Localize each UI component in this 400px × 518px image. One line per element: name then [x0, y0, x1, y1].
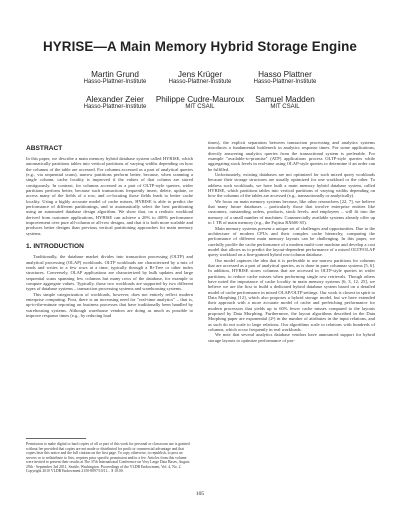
author-name: Hasso Plattner: [258, 70, 312, 79]
author-affiliation: MIT CSAIL: [270, 104, 300, 110]
author-name: Jens Krüger: [177, 70, 223, 79]
body-paragraph: We note that several analytics database vendors have announced support for hybrid storage layouts to optimize performance of par-: [208, 332, 375, 343]
author-6: [225, 95, 345, 111]
page-number: 105: [195, 491, 205, 497]
body-paragraph: Our model captures the idea that it is preferable to use narrow partitions for columns that are accessed as a part of analytical queries, as is done in pure columnar systems [5, 6]. In addition, HYRISE stores columns that are accessed in OLTP-style queries in wider partitions, to reduce cache misses when performing single row retrievals. Though others have noted the importance of cache locality in main memory systems [6, 3, 12, 25], we believe we are the first to build a dedicated hybrid database system based on a detailed model of cache performance in mixed OLAP/OLTP settings. Our work is closest in spirit to Data Morphing [12], which also proposes a hybrid storage model, but we have extended their approach with a more accurate model of cache and prefetching performance for modern processors that yields up to 60% fewer cache misses compared to the layouts proposed by Data Morphing. Furthermore, the layout algorithms described in the Data Morphing paper are exponential (2ⁿ) in the number of attributes in the input relations, and as such do not scale to large relations. Our algorithms scale to relations with hundreds of columns, which occur frequently in real workloads.: [208, 257, 375, 333]
copyright-footnote: Permission to make digital or hard copies of all or part of this work for personal or classroom use is granted without fee provided that copies are not made or distributed for profit or commercial advantage and that copies bear this notice and the full citation on the first page. To copy otherwise, to republish, to post on servers or to redistribute to lists, requires prior specific permission and/or a fee. Articles from this volume were invited to present their results at The 37th International Conference on Very Large Data Bases, August 29th - September 3rd 2011, Seattle, Washington. Proceedings of the VLDB Endowment, Vol. 4, No. 2. Copyright 2010 VLDB Endowment 2150-8097/10/11... $ 10.00.: [26, 442, 190, 473]
left-column: [26, 140, 193, 318]
author-name: Martin Grund: [91, 70, 139, 79]
author-affiliation: MIT CSAIL: [185, 104, 215, 110]
body-paragraph: We focus on main memory systems because, like other researchers [22, 7], we believe that many future databases – particularly those that involve enterprise entities like customers, outstanding orders, products, stock levels, and employees – will fit into the memory of a small number of machines. Commercially available systems already offer up to 1 TB of main memory (e.g., the Fujitsu RX600 S5).: [208, 198, 375, 226]
author-affiliation: Hasso-Plattner-Institute: [83, 104, 147, 110]
intro-paragraph: Traditionally, the database market divides into transaction processing (OLTP) and analytical processing (OLAP) workloads. OLTP workloads are characterized by a mix of reads and writes to a few rows at a time, typically through a B+Tree or other index structures. Conversely, OLAP applications are characterized by bulk updates and large sequential scans spanning few columns but many rows of the database, for example to compute aggregate values. Typically, those two workloads are supported by two different types of database systems – transaction processing systems and warehousing systems.: [26, 254, 193, 292]
abstract-text: In this paper, we describe a main memory hybrid database system called HYRISE, which automatically partitions tables into vertical partitions of varying widths depending on how the columns of the table are accessed. For columns accessed as a part of analytical queries (e.g., via sequential scans), narrow partitions perform better, because, when scanning a single column, cache locality is improved if the values of that column are stored contiguously. In contrast, for columns accessed as a part of OLTP-style queries, wider partitions perform better, because such transactions frequently insert, delete, update, or access many of the fields of a row, and co-locating those fields leads to better cache locality. Using a highly accurate model of cache misses, HYRISE is able to predict the performance of different partitionings, and to automatically select the best partitioning using an automated database design algorithm. We show that, on a realistic workload derived from customer applications, HYRISE can achieve a 20% to 400% performance improvement over pure all-column or all-row designs, and that it is both more scalable and produces better designs than previous vertical partitioning approaches for main memory systems.: [26, 156, 193, 236]
author-name: Philippe Cudre-Mauroux: [155, 95, 245, 104]
intro-paragraph: This simple categorization of workloads, however, does not entirely reflect modern enterprise computing. First, there is an increasing need for "real-time analytics" – that is, up-to-the-minute reporting on business processes that have traditionally been handled by warehousing systems. Although warehouse vendors are doing as much as possible to improve response times (e.g., by reducing load: [26, 291, 193, 318]
author-name: Samuel Madden: [255, 95, 315, 104]
body-paragraph: Main memory systems present a unique set of challenges and opportunities. Due to the architecture of modern CPUs and their complex cache hierarchy, comparing the performance of different main memory layouts can be challenging. In this paper, we carefully profile the cache performance of a modern multi-core machine and develop a cost model that allows us to predict the layout-dependent performance of a mixed OLTP/OLAP query workload on a fine-grained hybrid row/column database.: [208, 225, 375, 258]
author-affiliation: Hasso-Plattner-Institute: [253, 79, 317, 85]
footnote-rule: [26, 438, 86, 439]
author-name: Alexander Zeier: [86, 95, 144, 104]
author-affiliation: Hasso-Plattner-Institute: [83, 79, 147, 85]
right-column: [208, 140, 375, 343]
paper-title: HYRISE—A Main Memory Hybrid Storage Engine: [43, 39, 357, 54]
body-paragraph: Unfortunately, existing databases are not optimized for such mixed query workloads because their storage structures are usually optimized for one workload or the other. To address such workloads, we have built a main memory hybrid database system, called HYRISE, which partitions tables into vertical partitions of varying widths depending on how the columns of the tables are accessed (e.g., transactionally or analytically).: [208, 172, 375, 199]
intro-heading: 1. INTRODUCTION: [26, 243, 84, 251]
body-paragraph: times), the explicit separation between transaction processing and analytics systems introduces a fundamental bottleneck in analytics response times. For some applications, directly answering analytics queries from the transactional system is preferable. For example "available-to-promise" (ATP) applications process OLTP-style queries while aggregating stock levels in real-time using OLAP-style queries to determine if an order can be fulfilled.: [208, 140, 375, 172]
author-3: [225, 70, 345, 86]
abstract-heading: ABSTRACT: [26, 145, 63, 152]
author-affiliation: Hasso-Plattner-Institute: [168, 79, 232, 85]
